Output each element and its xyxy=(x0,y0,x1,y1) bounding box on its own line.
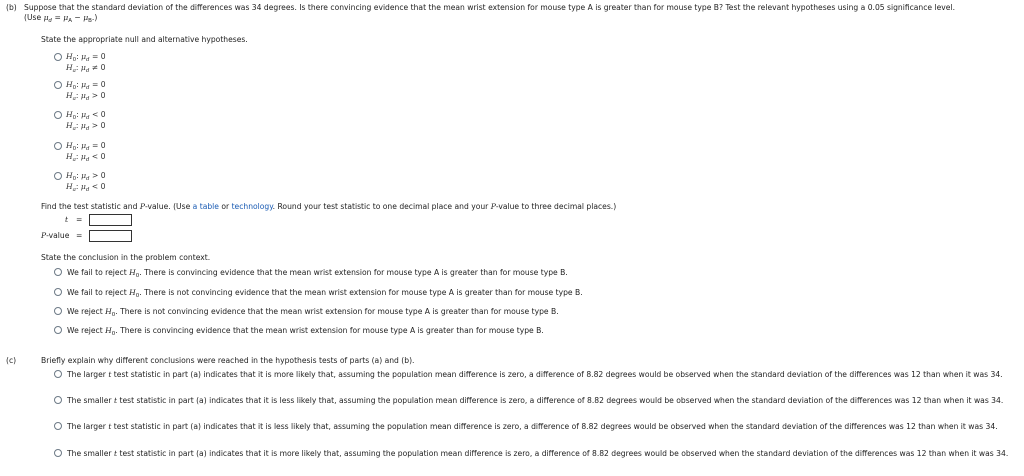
hypothesis-radio-5[interactable] xyxy=(54,172,62,180)
null-hypothesis-3: $H_0$: $\mu_d < 0$ xyxy=(66,110,106,121)
conclusion-text-1: We fail to reject $H_0$. There is convincing evidence that the mean wrist extension for mouse type A is greater than for mouse type B. xyxy=(67,268,568,279)
part-c-option-text-1: The larger t test statistic in part (a) indicates that it is more likely that, assuming the population mean difference is zero, a difference of 8.82 degrees would be observed when the standard deviation of the differences was 12 than when it was 34. xyxy=(67,370,1003,379)
conclusion-text-3: We reject $H_0$. There is not convincing evidence that the mean wrist extension for mouse type A is greater than for mouse type B. xyxy=(67,307,559,318)
part-c-option-text-4: The smaller t test statistic in part (a) indicates that it is more likely that, assuming the population mean difference is zero, a difference of 8.82 degrees would be observed when the standard deviation of the differences was 12 than when it was 34. xyxy=(67,449,1009,458)
t-label: t xyxy=(65,215,69,224)
hypothesis-radio-2[interactable] xyxy=(54,81,62,89)
alt-hypothesis-1: $H_a$: $\mu_d \ne 0$ xyxy=(66,63,106,74)
hypotheses-prompt: State the appropriate null and alternative hypotheses. xyxy=(41,35,248,44)
hypothesis-radio-4[interactable] xyxy=(54,142,62,150)
null-hypothesis-2: $H_0$: $\mu_d = 0$ xyxy=(66,80,106,91)
null-hypothesis-1: $H_0$: $\mu_d = 0$ xyxy=(66,52,106,63)
hypothesis-radio-3[interactable] xyxy=(54,111,62,119)
conclusion-radio-1[interactable] xyxy=(54,268,62,276)
alt-hypothesis-4: $H_a$: $\mu_d < 0$ xyxy=(66,152,106,163)
p-value-equals: = xyxy=(76,231,83,240)
p-value-label: P-value xyxy=(41,231,70,240)
part-c-option-text-3: The larger t test statistic in part (a) indicates that it is less likely that, assuming the population mean difference is zero, a difference of 8.82 degrees would be observed when the standard deviation of the differences was 12 than when it was 34. xyxy=(67,422,998,431)
part-c-radio-1[interactable] xyxy=(54,370,62,378)
part-c-label: (c) xyxy=(6,356,17,365)
test-stat-prompt: Find the test statistic and P-value. (Use a table or technology. Round your test statistic to one decimal place and your P-value to three decimal places.) xyxy=(41,202,617,211)
conclusion-text-2: We fail to reject $H_0$. There is not convincing evidence that the mean wrist extension for mouse type A is greater than for mouse type B. xyxy=(67,288,583,299)
p-value-input[interactable] xyxy=(89,230,132,242)
null-hypothesis-5: $H_0$: $\mu_d > 0$ xyxy=(66,171,106,182)
conclusion-radio-4[interactable] xyxy=(54,326,62,334)
alt-hypothesis-3: $H_a$: $\mu_d > 0$ xyxy=(66,121,106,132)
hypothesis-radio-1[interactable] xyxy=(54,53,62,61)
t-statistic-input[interactable] xyxy=(89,214,132,226)
conclusion-prompt: State the conclusion in the problem context. xyxy=(41,253,211,262)
part-c-prompt: Briefly explain why different conclusions were reached in the hypothesis tests of parts (a) and (b). xyxy=(41,356,415,365)
conclusion-text-4: We reject $H_0$. There is convincing evidence that the mean wrist extension for mouse type A is greater than for mouse type B. xyxy=(67,326,544,337)
use-note: (Use $\mu_d = \mu_A - \mu_B$.) xyxy=(24,13,98,24)
part-c-radio-2[interactable] xyxy=(54,396,62,404)
conclusion-radio-2[interactable] xyxy=(54,288,62,296)
null-hypothesis-4: $H_0$: $\mu_d = 0$ xyxy=(66,141,106,152)
technology-link[interactable]: technology xyxy=(231,202,273,211)
part-c-radio-3[interactable] xyxy=(54,422,62,430)
part-b-label: (b) xyxy=(6,3,17,12)
conclusion-radio-3[interactable] xyxy=(54,307,62,315)
part-b-intro-text: Suppose that the standard deviation of the differences was 34 degrees. Is there convincing evidence that the mean wrist extension for mouse type A is greater than for mouse type B? Test the relevant hypotheses using a 0.05 significance level. xyxy=(24,3,955,12)
t-equals: = xyxy=(76,215,83,224)
table-link[interactable]: a table xyxy=(192,202,219,211)
part-c-radio-4[interactable] xyxy=(54,449,62,457)
part-b-intro xyxy=(24,3,955,12)
part-c-option-text-2: The smaller t test statistic in part (a) indicates that it is less likely that, assuming the population mean difference is zero, a difference of 8.82 degrees would be observed when the standard deviation of the differences was 12 than when it was 34. xyxy=(67,396,1004,405)
alt-hypothesis-5: $H_a$: $\mu_d < 0$ xyxy=(66,182,106,193)
alt-hypothesis-2: $H_a$: $\mu_d > 0$ xyxy=(66,91,106,102)
